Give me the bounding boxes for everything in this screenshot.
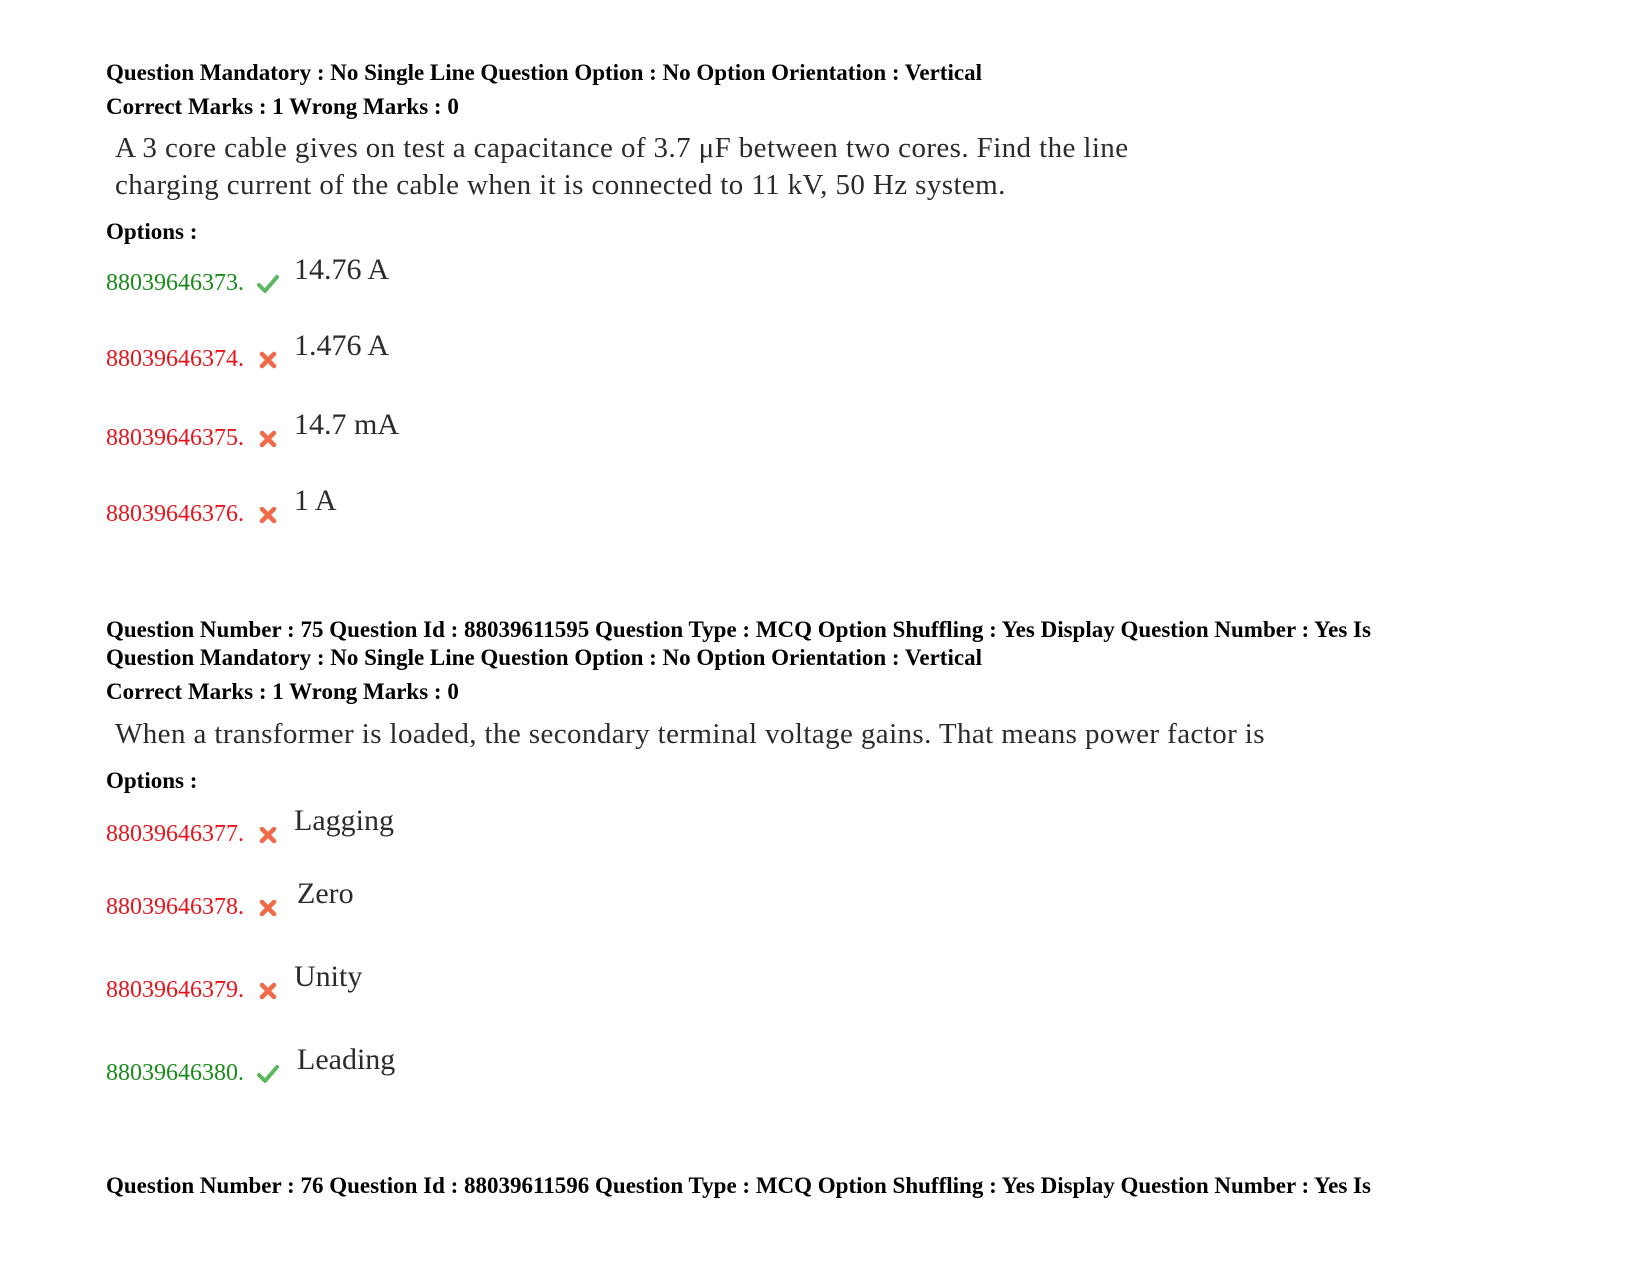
options-label: Options :: [106, 768, 198, 793]
option-id: 88039646374.: [106, 346, 244, 372]
question-meta-line: Question Mandatory : No Single Line Question Option : No Option Orientation : Vertical: [106, 645, 982, 670]
check-icon: [256, 1063, 280, 1085]
option-id: 88039646373.: [106, 270, 244, 296]
option-id: 88039646375.: [106, 425, 244, 451]
option-id: 88039646379.: [106, 977, 244, 1003]
question-text-line-1: A 3 core cable gives on test a capacitance of 3.7 μF between two cores. Find the line: [115, 132, 1129, 164]
option-row: [106, 960, 706, 1004]
option-value: 14.7 mA: [294, 408, 399, 441]
option-id: 88039646376.: [106, 501, 244, 527]
option-id: 88039646378.: [106, 894, 244, 920]
options-label: Options :: [106, 219, 198, 244]
option-row: [106, 408, 706, 452]
option-id: 88039646380.: [106, 1060, 244, 1086]
option-value: Lagging: [294, 804, 394, 837]
question-meta-line: Question Mandatory : No Single Line Question Option : No Option Orientation : Vertical: [106, 60, 982, 85]
question-header: Question Number : 76 Question Id : 88039611596 Question Type : MCQ Option Shuffling : Yes Display Question Number : Yes Is: [106, 1173, 1371, 1198]
option-row: [106, 1043, 706, 1087]
cross-icon: [256, 980, 280, 1002]
check-icon: [256, 273, 280, 295]
cross-icon: [256, 428, 280, 450]
option-value: Zero: [297, 877, 354, 910]
option-value: 14.76 A: [294, 253, 390, 286]
question-marks: Correct Marks : 1 Wrong Marks : 0: [106, 94, 459, 119]
cross-icon: [256, 824, 280, 846]
option-row: [106, 329, 706, 373]
option-value: Leading: [297, 1043, 396, 1076]
question-header: Question Number : 75 Question Id : 88039611595 Question Type : MCQ Option Shuffling : Yes Display Question Number : Yes Is: [106, 617, 1371, 642]
option-row: [106, 877, 706, 921]
question-text-line-1: When a transformer is loaded, the secondary terminal voltage gains. That means power factor is: [115, 718, 1265, 750]
option-value: 1.476 A: [294, 329, 390, 362]
option-row: [106, 253, 706, 297]
option-row: [106, 804, 706, 848]
cross-icon: [256, 897, 280, 919]
cross-icon: [256, 349, 280, 371]
option-value: Unity: [294, 960, 363, 993]
option-row: [106, 484, 706, 528]
question-text-line-2: charging current of the cable when it is connected to 11 kV, 50 Hz system.: [115, 169, 1006, 201]
option-value: 1 A: [294, 484, 337, 517]
cross-icon: [256, 504, 280, 526]
question-marks: Correct Marks : 1 Wrong Marks : 0: [106, 679, 459, 704]
option-id: 88039646377.: [106, 821, 244, 847]
